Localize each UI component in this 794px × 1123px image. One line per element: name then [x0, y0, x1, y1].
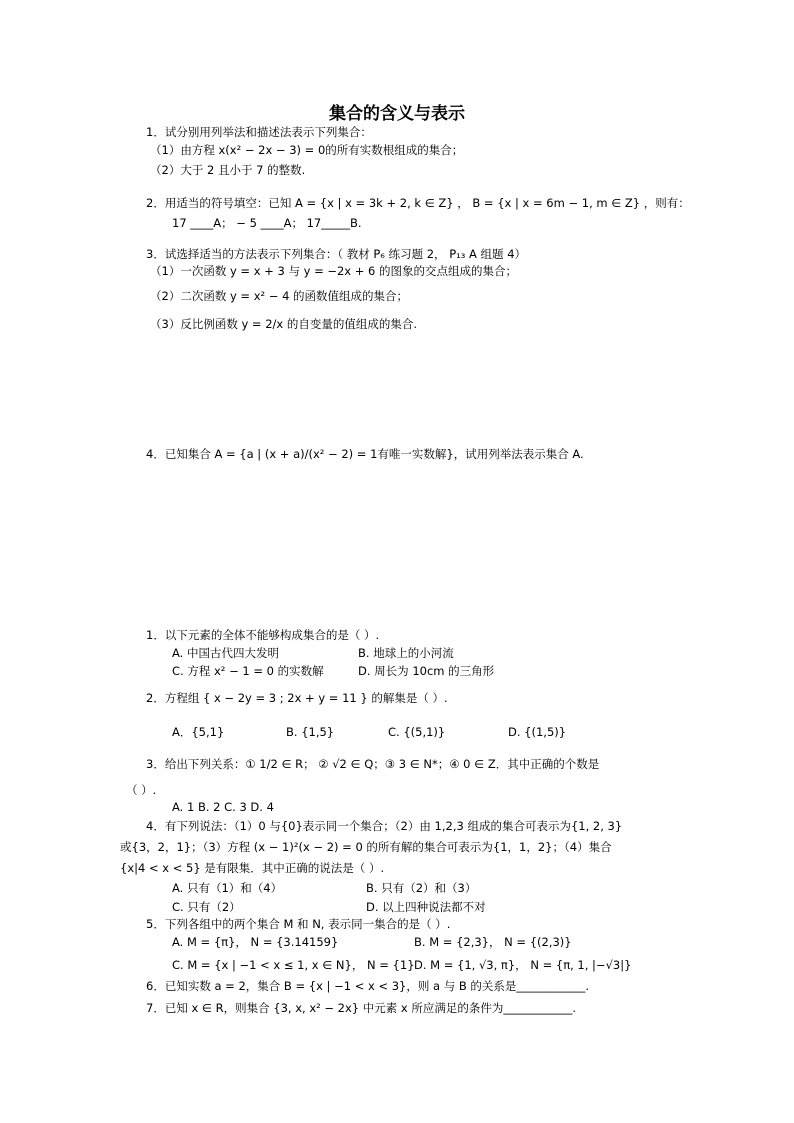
p2-q2-option-a: A．{5,1}: [172, 725, 225, 739]
p2-q5-option-d: D. M = {1, √3, π}， N = {π, 1, |−√3|}: [414, 958, 632, 972]
p2-q4-option-d: D. 以上四种说法都不对: [366, 900, 486, 914]
p2-q5-option-b: B. M = {2,3}， N = {(2,3)}: [414, 935, 572, 949]
p2-q2-option-c: C. {(5,1)}: [388, 725, 446, 739]
p1-q3-sub2: （2）二次函数 y = x² − 4 的函数值组成的集合；: [150, 289, 409, 303]
p2-q5-option-a: A. M = {π}， N = {3.14159}: [172, 935, 339, 949]
p2-q3-options: A. 1 B. 2 C. 3 D. 4: [172, 800, 274, 814]
p2-q4-line1: 4．有下列说法：（1）0 与{0}表示同一个集合；（2）由 1,2,3 组成的集合可表示为{1, 2, 3}: [146, 819, 623, 833]
p2-q7-stem: 7．已知 x ∈ R，则集合 {3, x, x² − 2x} 中元素 x 所应满足的条件为____________.: [146, 1001, 577, 1015]
p1-q1-sub1: （1）由方程 x(x² − 2x − 3) = 0的所有实数根组成的集合；: [150, 143, 464, 157]
p2-q1-option-c: C. 方程 x² − 1 = 0 的实数解: [172, 664, 324, 678]
p2-q4-option-a: A. 只有（1）和（4）: [172, 881, 283, 895]
p1-q4-stem: 4．已知集合 A = {a | (x + a)/(x² − 2) = 1有唯一实数解}，试用列举法表示集合 A.: [146, 447, 584, 461]
p2-q3-paren: （ ）.: [126, 783, 157, 797]
p2-q4-option-b: B. 只有（2）和（3）: [366, 881, 477, 895]
p1-q3-stem: 3．试选择适当的方法表示下列集合：（ 教材 P₆ 练习题 2， P₁₃ A 组题 4）: [146, 247, 527, 261]
page-title: 集合的含义与表示: [329, 104, 465, 124]
p2-q5-stem: 5．下列各组中的两个集合 M 和 N, 表示同一集合的是（ ）.: [146, 917, 451, 931]
p2-q4-line3: {x|4 < x < 5} 是有限集．其中正确的说法是（ ）.: [120, 861, 385, 875]
p1-q3-sub1: （1）一次函数 y = x + 3 与 y = −2x + 6 的图象的交点组成的集合；: [150, 264, 518, 278]
p1-q3-sub3: （3）反比例函数 y = 2/x 的自变量的值组成的集合.: [150, 317, 418, 331]
p2-q2-option-b: B. {1,5}: [286, 725, 335, 739]
p2-q1-stem: 1．以下元素的全体不能够构成集合的是（ ）.: [146, 628, 380, 642]
p2-q4-line2: 或{3，2，1}；（3）方程 (x − 1)²(x − 2) = 0 的所有解的集合可表示为{1，1，2}；（4）集合: [120, 840, 612, 854]
p2-q6-stem: 6．已知实数 a = 2，集合 B = {x | −1 < x < 3}，则 a 与 B 的关系是____________.: [146, 979, 590, 993]
p2-q1-option-b: B. 地球上的小河流: [358, 646, 454, 660]
p1-q1-stem: 1．试分别用列举法和描述法表示下列集合：: [146, 125, 372, 139]
p2-q2-option-d: D. {(1,5)}: [508, 725, 567, 739]
p1-q2-blanks: 17 ____A； − 5 ____A； 17_____B.: [172, 216, 362, 230]
p2-q2-stem: 2．方程组 { x − 2y = 3 ; 2x + y = 11 } 的解集是（ ）.: [146, 691, 448, 705]
p1-q2-stem: 2．用适当的符号填空：已知 A = {x | x = 3k + 2, k ∈ Z} ， B = {x | x = 6m − 1, m ∈ Z} ，则有：: [146, 196, 690, 210]
p1-q1-sub2: （2）大于 2 且小于 7 的整数.: [150, 163, 306, 177]
p2-q1-option-a: A. 中国古代四大发明: [172, 646, 279, 660]
p2-q1-option-d: D. 周长为 10cm 的三角形: [358, 664, 495, 678]
p2-q4-option-c: C. 只有（2）: [172, 900, 241, 914]
p2-q5-option-c: C. M = {x | −1 < x ≤ 1, x ∈ N}， N = {1}: [172, 958, 415, 972]
p2-q3-stem: 3．给出下列关系：① 1/2 ∈ R； ② √2 ∈ Q；③ 3 ∈ N*；④ 0 ∈ Z．其中正确的个数是: [146, 757, 600, 771]
